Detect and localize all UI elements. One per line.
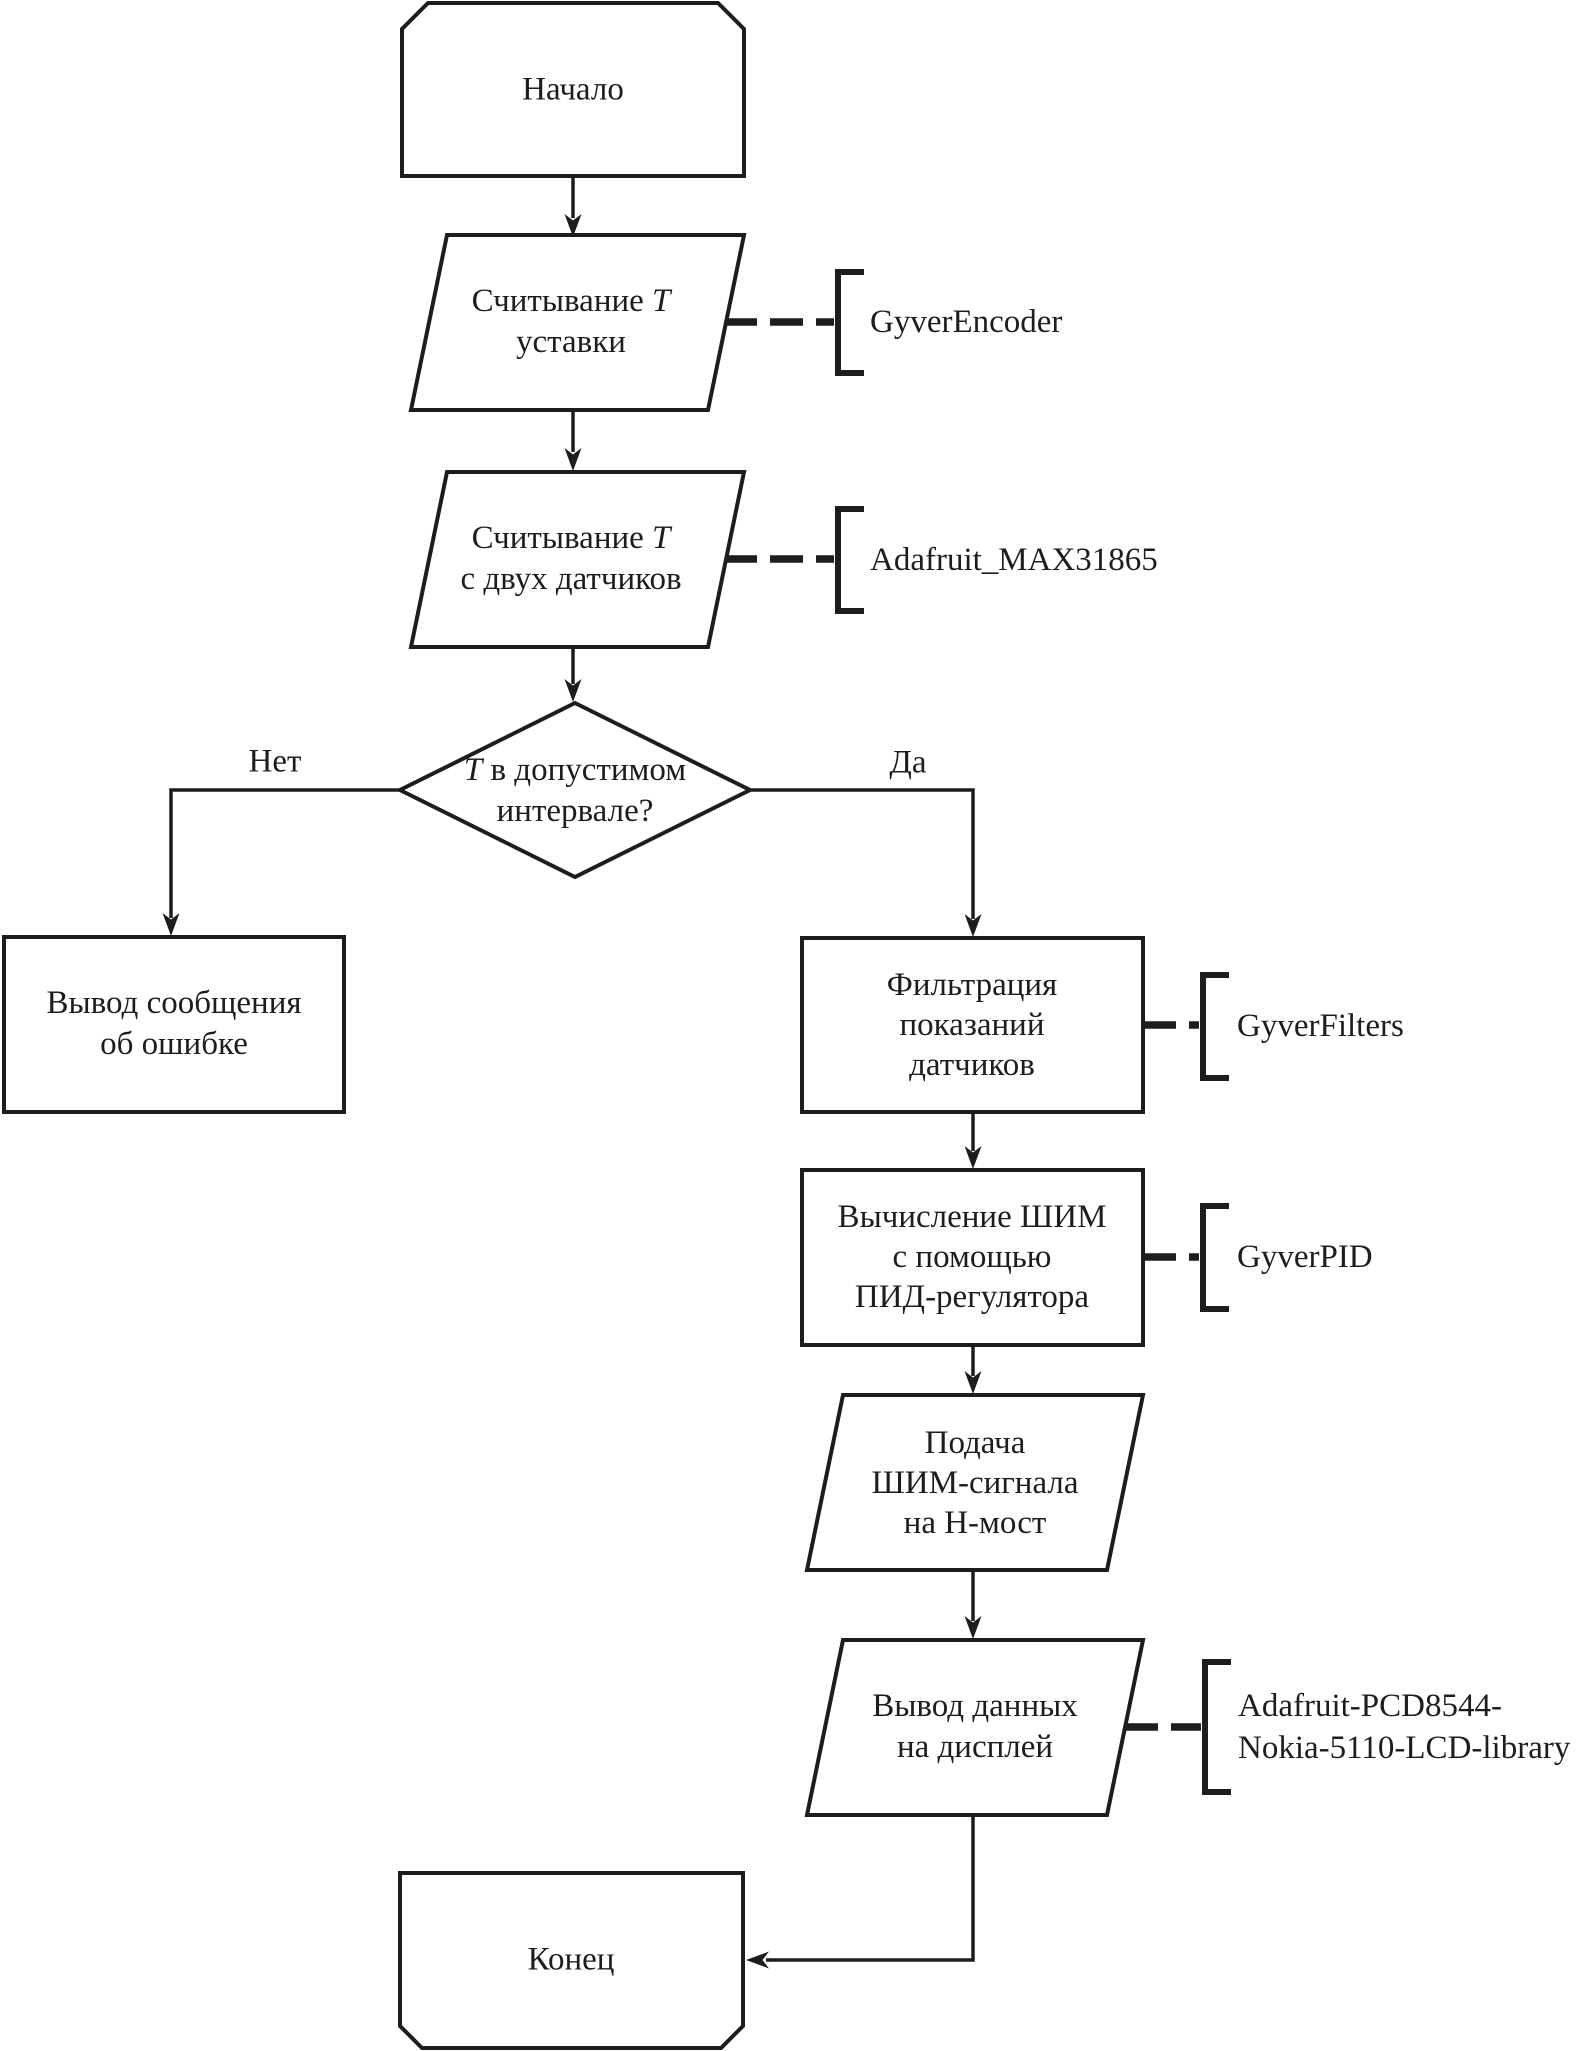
bracket-gyverpid — [1203, 1206, 1229, 1309]
bracket-adafruit-max31865 — [838, 509, 864, 611]
library-label-adafruit-pcd8544: Adafruit-PCD8544- Nokia-5110-LCD-library — [1238, 1688, 1571, 1766]
read-setpoint-label: Считывание T уставки — [471, 283, 671, 360]
temperature-variable: T — [652, 283, 671, 319]
temperature-variable: T — [652, 520, 671, 556]
start-label: Начало — [522, 71, 624, 108]
pwm-to-hbridge-label: Подача ШИМ-сигнала на Н-мост — [871, 1425, 1079, 1541]
error-message-label: Вывод сообщения об ошибке — [46, 985, 302, 1062]
bracket-gyverencoder — [838, 272, 864, 373]
library-label-gyverpid: GyverPID — [1237, 1239, 1373, 1275]
branch-label-yes: Да — [889, 744, 927, 781]
bracket-gyverfilters — [1203, 975, 1229, 1078]
connector-display-to-end — [766, 1815, 973, 1960]
library-label-gyverfilters: GyverFilters — [1237, 1008, 1404, 1044]
library-label-gyverencoder: GyverEncoder — [870, 304, 1063, 340]
filtering-label: Фильтрация показаний датчиков — [886, 967, 1058, 1083]
branch-label-no: Нет — [248, 743, 302, 780]
temperature-variable: T — [463, 752, 483, 788]
connector-decision-no-branch — [171, 790, 400, 918]
read-sensors-label: Считывание T с двух датчиков — [460, 520, 682, 597]
decision-label: T в допустимом интервале? — [463, 752, 687, 829]
library-label-adafruit-max31865: Adafruit_MAX31865 — [870, 542, 1158, 578]
connector-decision-yes-branch — [750, 790, 973, 919]
bracket-adafruit-pcd8544 — [1205, 1662, 1231, 1792]
end-label: Конец — [527, 1941, 615, 1978]
pwm-calculation-label: Вычисление ШИМ с помощью ПИД-регулятора — [837, 1199, 1107, 1315]
display-output-label: Вывод данных на дисплей — [872, 1688, 1078, 1765]
arrowhead-into-end — [746, 1952, 769, 1969]
